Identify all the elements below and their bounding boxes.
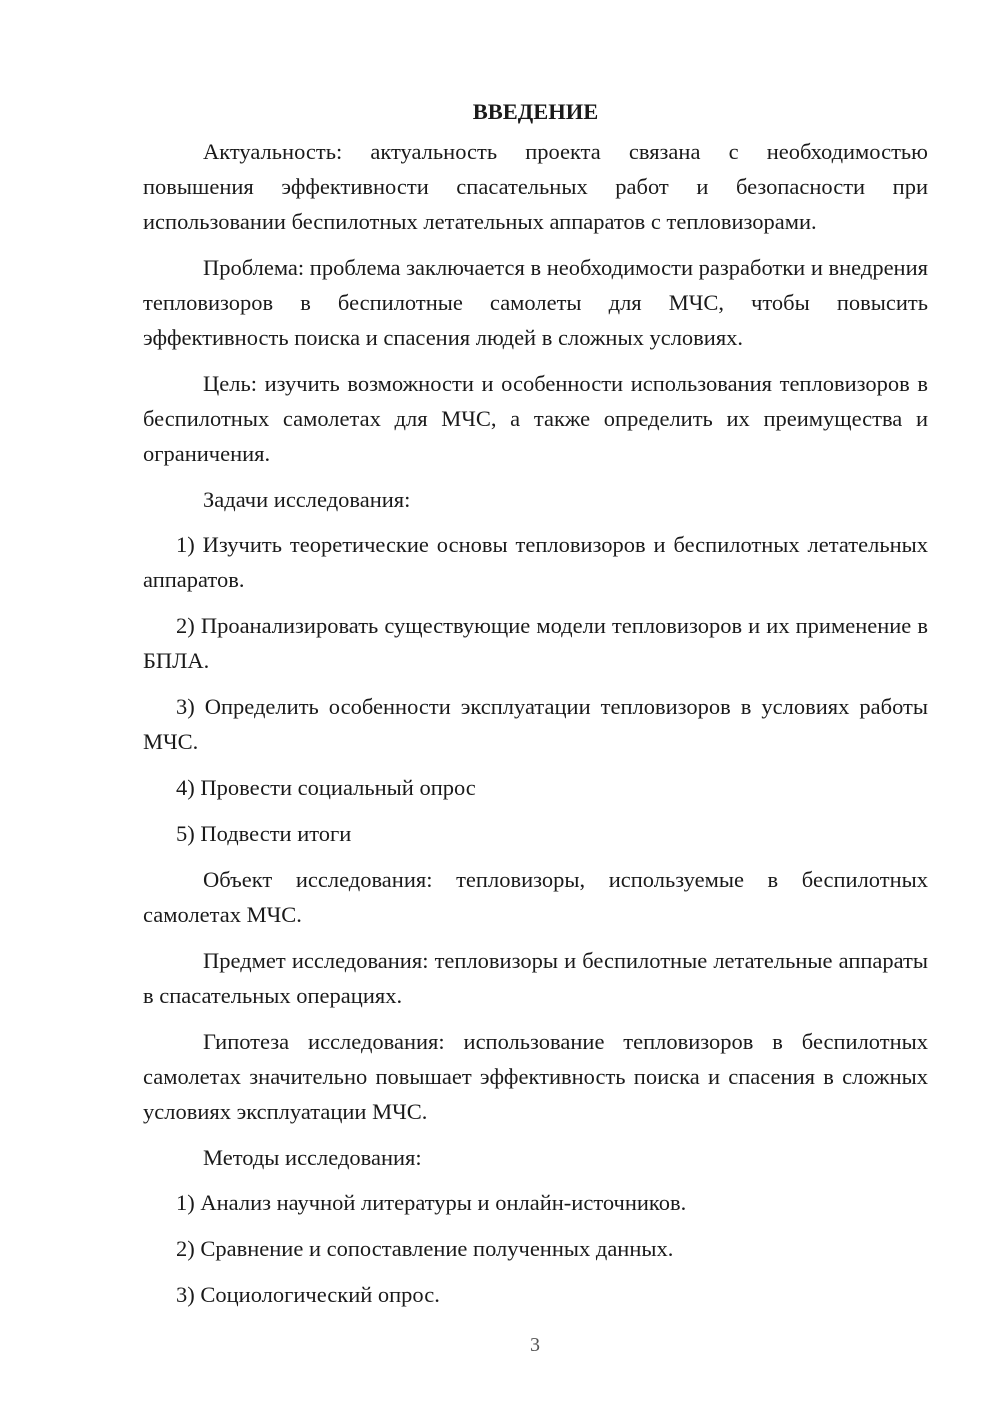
method-item-2: 2) Сравнение и сопоставление полученных данных. <box>176 1236 674 1261</box>
goal-paragraph: Цель: изучить возможности и особенности использования тепловизоров в беспилотных самолетах для МЧС, а также определить их преимущества и ограничения. <box>143 371 928 466</box>
task-item-4: 4) Провести социальный опрос <box>176 775 476 800</box>
task-item-5: 5) Подвести итоги <box>176 821 352 846</box>
task-item-1: 1) Изучить теоретические основы тепловизоров и беспилотных летательных аппаратов. <box>143 532 928 592</box>
problem-paragraph: Проблема: проблема заключается в необходимости разработки и внедрения тепловизоров в беспилотные самолеты для МЧС, чтобы повысить эффективность поиска и спасения людей в сложных условиях. <box>143 255 928 350</box>
method-item-1: 1) Анализ научной литературы и онлайн-источников. <box>176 1190 687 1215</box>
tasks-heading: Задачи исследования: <box>203 487 411 512</box>
subject-paragraph: Предмет исследования: тепловизоры и беспилотные летательные аппараты в спасательных операциях. <box>143 948 928 1008</box>
document-page <box>143 96 928 1323</box>
section-title: ВВЕДЕНИЕ <box>472 99 599 124</box>
method-item-3: 3) Социологический опрос. <box>176 1282 440 1307</box>
relevance-paragraph: Актуальность: актуальность проекта связана с необходимостью повышения эффективности спасательных работ и безопасности при использовании беспилотных летательных аппаратов с тепловизорами. <box>143 139 928 234</box>
task-item-3: 3) Определить особенности эксплуатации тепловизоров в условиях работы МЧС. <box>143 694 928 754</box>
hypothesis-paragraph: Гипотеза исследования: использование тепловизоров в беспилотных самолетах значительно повышает эффективность поиска и спасения в сложных условиях эксплуатации МЧС. <box>143 1029 928 1124</box>
task-item-2: 2) Проанализировать существующие модели тепловизоров и их применение в БПЛА. <box>143 613 928 673</box>
object-paragraph: Объект исследования: тепловизоры, используемые в беспилотных самолетах МЧС. <box>143 867 928 927</box>
methods-heading: Методы исследования: <box>203 1145 422 1170</box>
page-number: 3 <box>530 1334 540 1356</box>
